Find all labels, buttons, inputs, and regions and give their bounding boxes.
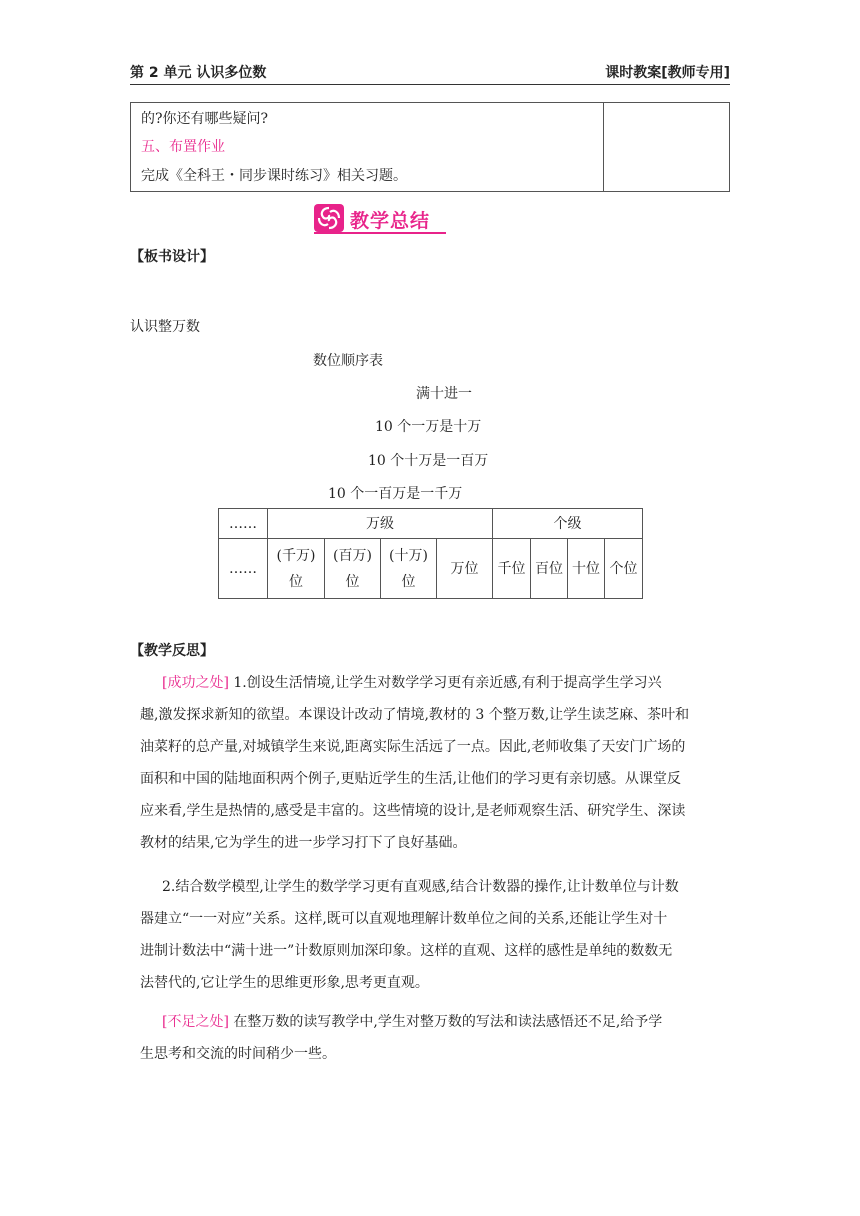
cell-line: (百万): [333, 547, 372, 564]
board-line: 10 个十万是一百万: [368, 453, 489, 469]
reflection-heading: 【教学反思】: [130, 643, 214, 659]
line-text: 在整万数的读写教学中,学生对整万数的写法和读法感悟还不足,给予学: [228, 1014, 663, 1030]
paragraph-line: 生思考和交流的时间稍少一些。: [140, 1046, 336, 1062]
wanwei-cell: 万位: [437, 539, 493, 599]
reflection-paragraph-2: [140, 871, 730, 999]
paragraph-line: 面积和中国的陆地面积两个例子,更贴近学生的生活,让他们的学习更有亲切感。从课堂反: [140, 771, 681, 787]
homework-text: 完成《全科王・同步课时练习》相关习题。: [141, 168, 407, 184]
doc-type-label: 课时教案[教师专用]: [605, 65, 730, 81]
board-line: 10 个一百万是一千万: [328, 486, 463, 502]
shiwan-cell: [381, 539, 437, 599]
unit-title: 第 2 单元 认识多位数: [130, 65, 267, 81]
cell-line: 位: [401, 573, 416, 590]
digit-order-table: [218, 508, 643, 599]
board-table-title: 数位顺序表: [313, 353, 383, 369]
paragraph-line: 油菜籽的总产量,对城镇学生来说,距离实际生活远了一点。因此,老师收集了天安门广场的: [140, 739, 686, 755]
board-heading: 【板书设计】: [130, 249, 214, 265]
paragraph-line: 趣,激发探求新知的欲望。本课设计改动了情境,教材的 3 个整万数,让学生读芝麻、茶叶和: [140, 707, 690, 723]
cell-line: (十万): [389, 547, 428, 564]
baiwei-cell: 百位: [531, 539, 568, 599]
paragraph-line: [140, 667, 730, 699]
cell-line: 位: [289, 573, 303, 590]
baiwan-cell: [325, 539, 381, 599]
paragraph-line: [140, 1006, 730, 1038]
lesson-table: [130, 102, 730, 192]
line-text: 1.创设生活情境,让学生对数学学习更有亲近感,有利于提高学生学习兴: [228, 675, 662, 691]
reflection-paragraph-1: [140, 667, 730, 859]
table-cell: ……: [219, 539, 268, 599]
board-topic: 认识整万数: [130, 319, 200, 335]
shiwei-cell: 十位: [568, 539, 605, 599]
success-tag: [成功之处]: [162, 675, 229, 691]
paragraph-line: 教材的结果,它为学生的进一步学习打下了良好基础。: [140, 835, 467, 851]
table-divider: [603, 103, 604, 191]
table-line-question: 的?你还有哪些疑问?: [141, 111, 269, 127]
gewei-cell: 个位: [605, 539, 643, 599]
ge-level-header: 个级: [493, 509, 643, 539]
qianwei-cell: 千位: [493, 539, 531, 599]
swirl-logo-icon: [314, 204, 344, 232]
paragraph-line: 法替代的,它让学生的思维更形象,思考更直观。: [140, 975, 429, 991]
cell-line: (千万): [276, 547, 316, 564]
reflection-paragraph-3: [140, 1006, 730, 1070]
summary-title: 教学总结: [350, 210, 431, 232]
homework-heading: 五、布置作业: [141, 139, 225, 155]
paragraph-line: 2.结合数学模型,让学生的数学学习更有直观感,结合计数器的操作,让计数单位与计数: [162, 879, 679, 895]
paragraph-line: 进制计数法中“满十进一”计数原则加深印象。这样的直观、这样的感性是单纯的数数无: [140, 943, 673, 959]
summary-banner: [314, 204, 446, 234]
cell-line: 位: [345, 573, 360, 590]
deficit-tag: [不足之处]: [162, 1014, 229, 1030]
qianwan-cell: [268, 539, 325, 599]
header-rule: [130, 84, 730, 85]
board-rule: 满十进一: [416, 386, 472, 402]
wan-level-header: 万级: [268, 509, 493, 539]
paragraph-line: 器建立“一一对应”关系。这样,既可以直观地理解计数单位之间的关系,还能让学生对十: [140, 911, 668, 927]
banner-underline: [314, 232, 446, 234]
table-cell: ……: [219, 509, 268, 539]
paragraph-line: 应来看,学生是热情的,感受是丰富的。这些情境的设计,是老师观察生活、研究学生、深读: [140, 803, 686, 819]
board-line: 10 个一万是十万: [375, 419, 482, 435]
